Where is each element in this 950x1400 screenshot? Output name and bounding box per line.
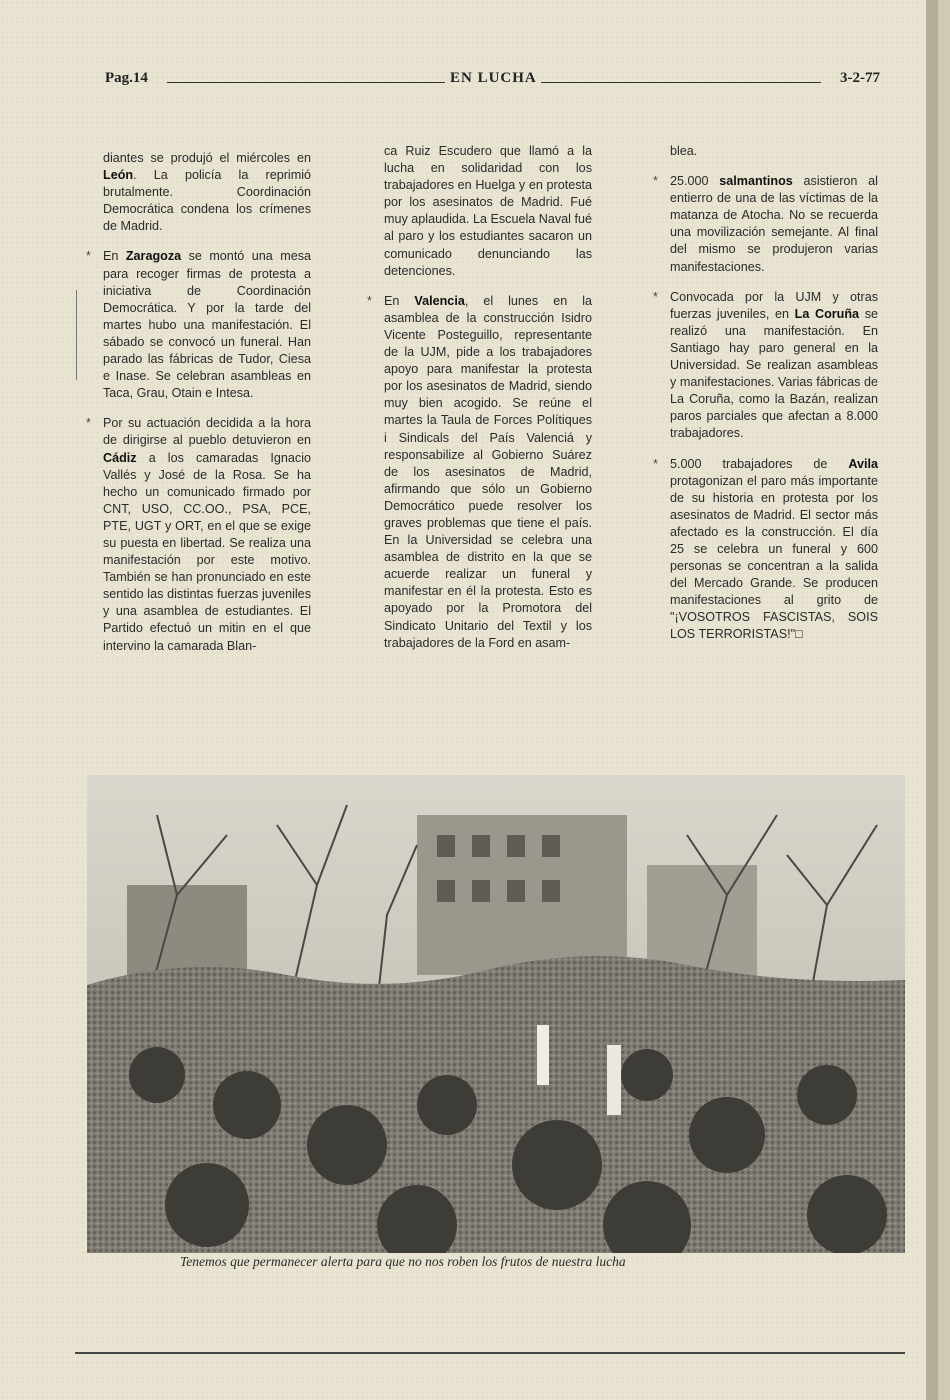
- article-paragraph: [670, 456, 878, 644]
- paragraph-text: Convocada por la UJM y otras fuerzas juveniles, en: [670, 289, 878, 321]
- photo-caption: Tenemos que permanecer alerta para que no nos roben los frutos de nuestra lucha: [180, 1254, 626, 1269]
- paragraph-text: se realizó una manifestación. En Santiago hay paro general en la Universidad. Se realizan asambleas y manifestaciones. Varias fábricas de La Coruña, como la Bazán, realizan paros parciales que afectan a 8.000 trabajadores.: [670, 306, 878, 441]
- place-name: Zaragoza: [125, 249, 182, 264]
- paragraph-text: blea.: [670, 144, 698, 158]
- paragraph-text: En: [103, 249, 126, 264]
- crowd-photo: [87, 775, 905, 1253]
- place-name: salmantinos: [719, 174, 793, 189]
- paragraph-text: a los camaradas Ignacio Vallés y José de la Rosa. Se ha hecho un comunicado firmado por CNT, USO, CC.OO., PSA, PCE, PTE, UGT y ORT, en el que se exige su puesta en libertad. Se realiza una manifestación por este motivo. También se han pronunciado en este sentido las distintas fuerzas juveniles y una asamblea de estudiantes. El Partido efectuó un mitin en el que intervino la camarada Blan-: [103, 450, 311, 653]
- article-paragraph: [670, 289, 878, 443]
- paragraph-text: se montó una mesa para recoger firmas de protesta a iniciativa de Coordinación Democrática. Y por la tarde del martes hubo una manifestación. El sábado se convocó un funeral. Han parado las fábricas de Tudor, Ciesa e Inase. Se celebran asambleas en Taca, Grau, Otain e Intesa.: [103, 249, 311, 401]
- paragraph-text: , el lunes en la asamblea de la construcción Isidro Vicente Posteguillo, representante de la UJM, pide a los trabajadores apoyo para manifestar la protesta por los asesinatos de Madrid, siendo muy bien acogido. Se reúne el martes la Taula de Forces Polítiques i Sindicals del País Valenciá y responsabilize al Gobierno Suárez de los asesinatos de Madrid, afirmando que sólo un Gobierno Democrático puede resolver los graves problemas que tiene el país. En la Universidad se celebra una asamblea de distrito en la que se acuerde realizar un funeral y manifestar en él la protesta. Esto es apoyado por la Promotora del Sindicato Unitario del Textil y los trabajadores de la Ford en asam-: [384, 293, 593, 650]
- header-rule-right: [541, 82, 821, 84]
- article-paragraph: [103, 150, 311, 235]
- article-paragraph: [103, 415, 311, 654]
- article-paragraph: [103, 248, 311, 402]
- paragraph-text: 25.000: [670, 174, 720, 189]
- paragraph-text: protagonizan el paro más importante de su historia en protesta por los asesinatos de Madrid. El sector más afectado es la construcción. El día 25 se celebra un funeral y 600 personas se concentran a la salida del Mercado Grande. Se producen manifestaciones al grito de "¡VOSOTROS FASCISTAS, SOIS LOS TERRORISTAS!"□: [670, 473, 878, 642]
- paragraph-text: . La policía la reprimió brutalmente. Coordinación Democrática condena los crímenes de Madrid.: [103, 168, 311, 234]
- page-edge: [926, 0, 938, 1400]
- text-column-2: [384, 143, 592, 665]
- page-number: Pag.14: [105, 70, 148, 86]
- paragraph-text: asistieron al entierro de una de las víctimas de la matanza de Atocha. No se recuerda una movilización semejante. Al final del mismo se produjeron varias manifestaciones.: [670, 174, 878, 274]
- header-rule-left: [167, 82, 445, 84]
- place-name: La Coruña: [794, 306, 860, 321]
- page-header: [105, 70, 880, 90]
- text-column-3: [670, 143, 878, 657]
- place-name: Avila: [848, 456, 878, 471]
- place-name: Cádiz: [103, 450, 137, 465]
- paragraph-text: En: [384, 293, 415, 308]
- paragraph-text: Por su actuación decidida a la hora de dirigirse al pueblo detuvieron en: [103, 416, 311, 448]
- publication-title: EN LUCHA: [450, 70, 537, 86]
- article-paragraph: [670, 143, 878, 160]
- issue-date: 3-2-77: [840, 70, 880, 86]
- article-paragraph: [670, 173, 878, 276]
- paragraph-text: diantes se produjó el miércoles en: [103, 151, 311, 165]
- place-name: Valencia: [414, 293, 465, 308]
- paragraph-text: ca Ruiz Escudero que llamó a la lucha en solidaridad con los trabajadores en Huelga y en protesta por los asesinatos de Madrid. Fué muy aplaudida. La Escuela Naval fué al paro y los estudiantes sacaron un comunicado denunciando las detenciones.: [384, 144, 592, 278]
- paragraph-text: 5.000 trabajadores de: [670, 456, 849, 471]
- place-name: León: [103, 168, 134, 183]
- text-column-1: [103, 150, 311, 668]
- article-paragraph: [384, 143, 592, 280]
- footer-rule: [75, 1352, 905, 1354]
- margin-mark: [76, 290, 79, 380]
- article-paragraph: [384, 293, 592, 652]
